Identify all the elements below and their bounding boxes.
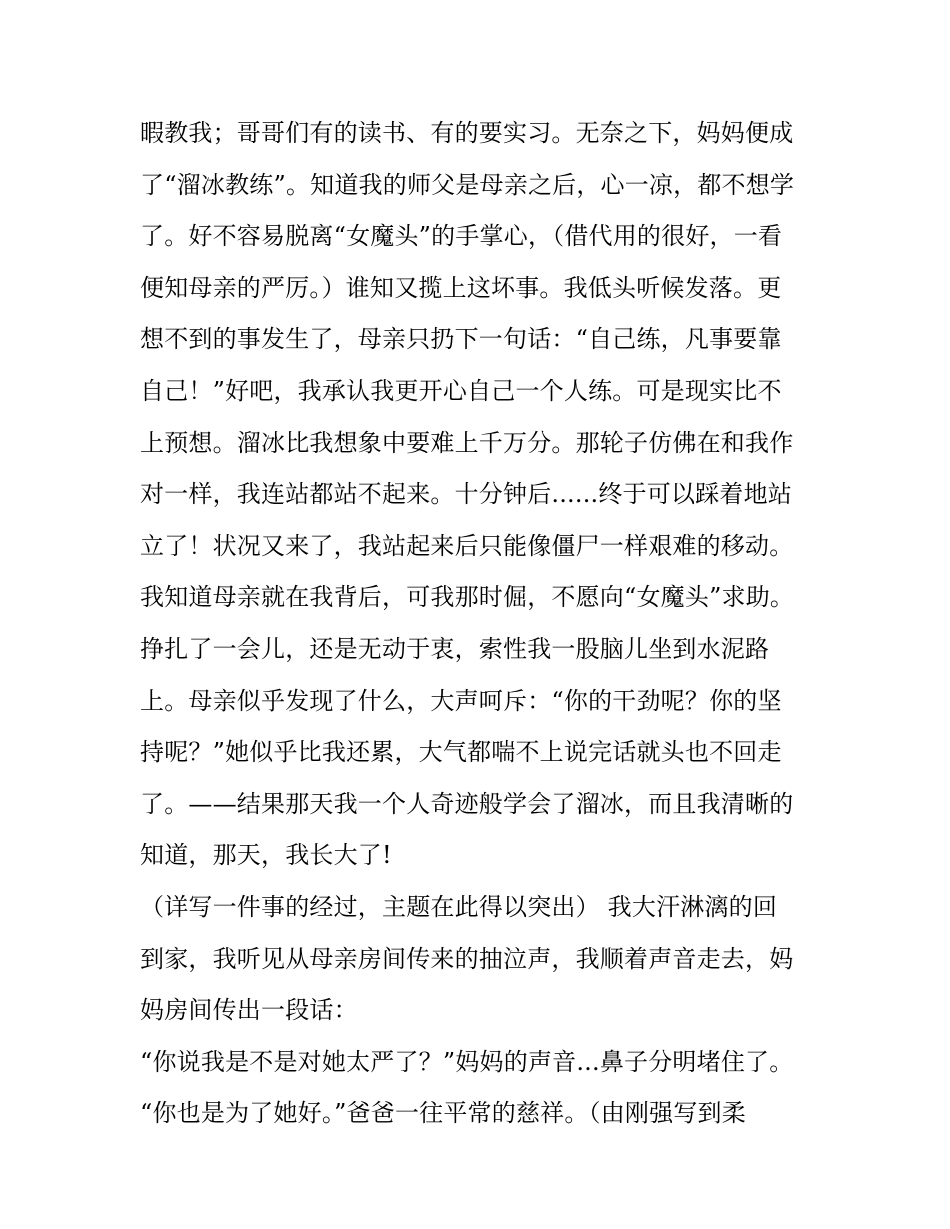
text-line: 我知道母亲就在我背后，可我那时倔，不愿向“女魔头”求助。 bbox=[140, 583, 795, 612]
text-line: 上预想。溜冰比我想象中要难上千万分。那轮子仿佛在和我作 bbox=[140, 428, 794, 457]
text-line: “你说我是不是对她太严了？”妈妈的声音...鼻子分明堵住了。 bbox=[140, 1047, 794, 1076]
text-line: 暇教我；哥哥们有的读书、有的要实习。无奈之下，妈妈便成 bbox=[140, 119, 794, 147]
text-line: 了。——结果那天我一个人奇迹般学会了溜冰，而且我清晰的 bbox=[140, 789, 794, 818]
text-line: 上。母亲似乎发现了什么，大声呵斥：“你的干劲呢？你的坚 bbox=[140, 686, 782, 715]
text-line: 挣扎了一会儿，还是无动于衷，索性我一股脑儿坐到水泥路 bbox=[140, 634, 770, 663]
text-line: 自己！”好吧，我承认我更开心自己一个人练。可是现实比不 bbox=[140, 376, 782, 405]
text-line: 知道，那天，我长大了! bbox=[140, 841, 392, 870]
text-line: 妈房间传出一段话： bbox=[140, 996, 358, 1025]
text-line: 持呢？”她似乎比我还累，大气都喘不上说完话就头也不回走 bbox=[140, 738, 782, 767]
text-line: 到家，我听见从母亲房间传来的抽泣声，我顺着声音走去，妈 bbox=[140, 944, 794, 973]
text-line: （详写一件事的经过，主题在此得以突出） 我大汗淋漓的回 bbox=[140, 892, 778, 921]
text-line: 对一样，我连站都站不起来。十分钟后......终于可以踩着地站 bbox=[140, 480, 792, 509]
text-line: 立了！状况又来了，我站起来后只能像僵尸一样艰难的移动。 bbox=[140, 531, 794, 560]
text-line: “你也是为了她好。”爸爸一往平常的慈祥。（由刚强写到柔 bbox=[140, 1099, 746, 1128]
text-line: 了“溜冰教练”。知道我的师父是母亲之后，心一凉，都不想学 bbox=[140, 170, 795, 199]
text-line: 便知母亲的严厉。）谁知又揽上这坏事。我低头听候发落。更 bbox=[140, 273, 782, 302]
text-line: 了。好不容易脱离“女魔头”的手掌心，（借代用的很好，一看 bbox=[140, 222, 783, 251]
text-line: 想不到的事发生了，母亲只扔下一句话：“自己练，凡事要靠 bbox=[140, 325, 782, 354]
essay-text bbox=[140, 108, 830, 1140]
